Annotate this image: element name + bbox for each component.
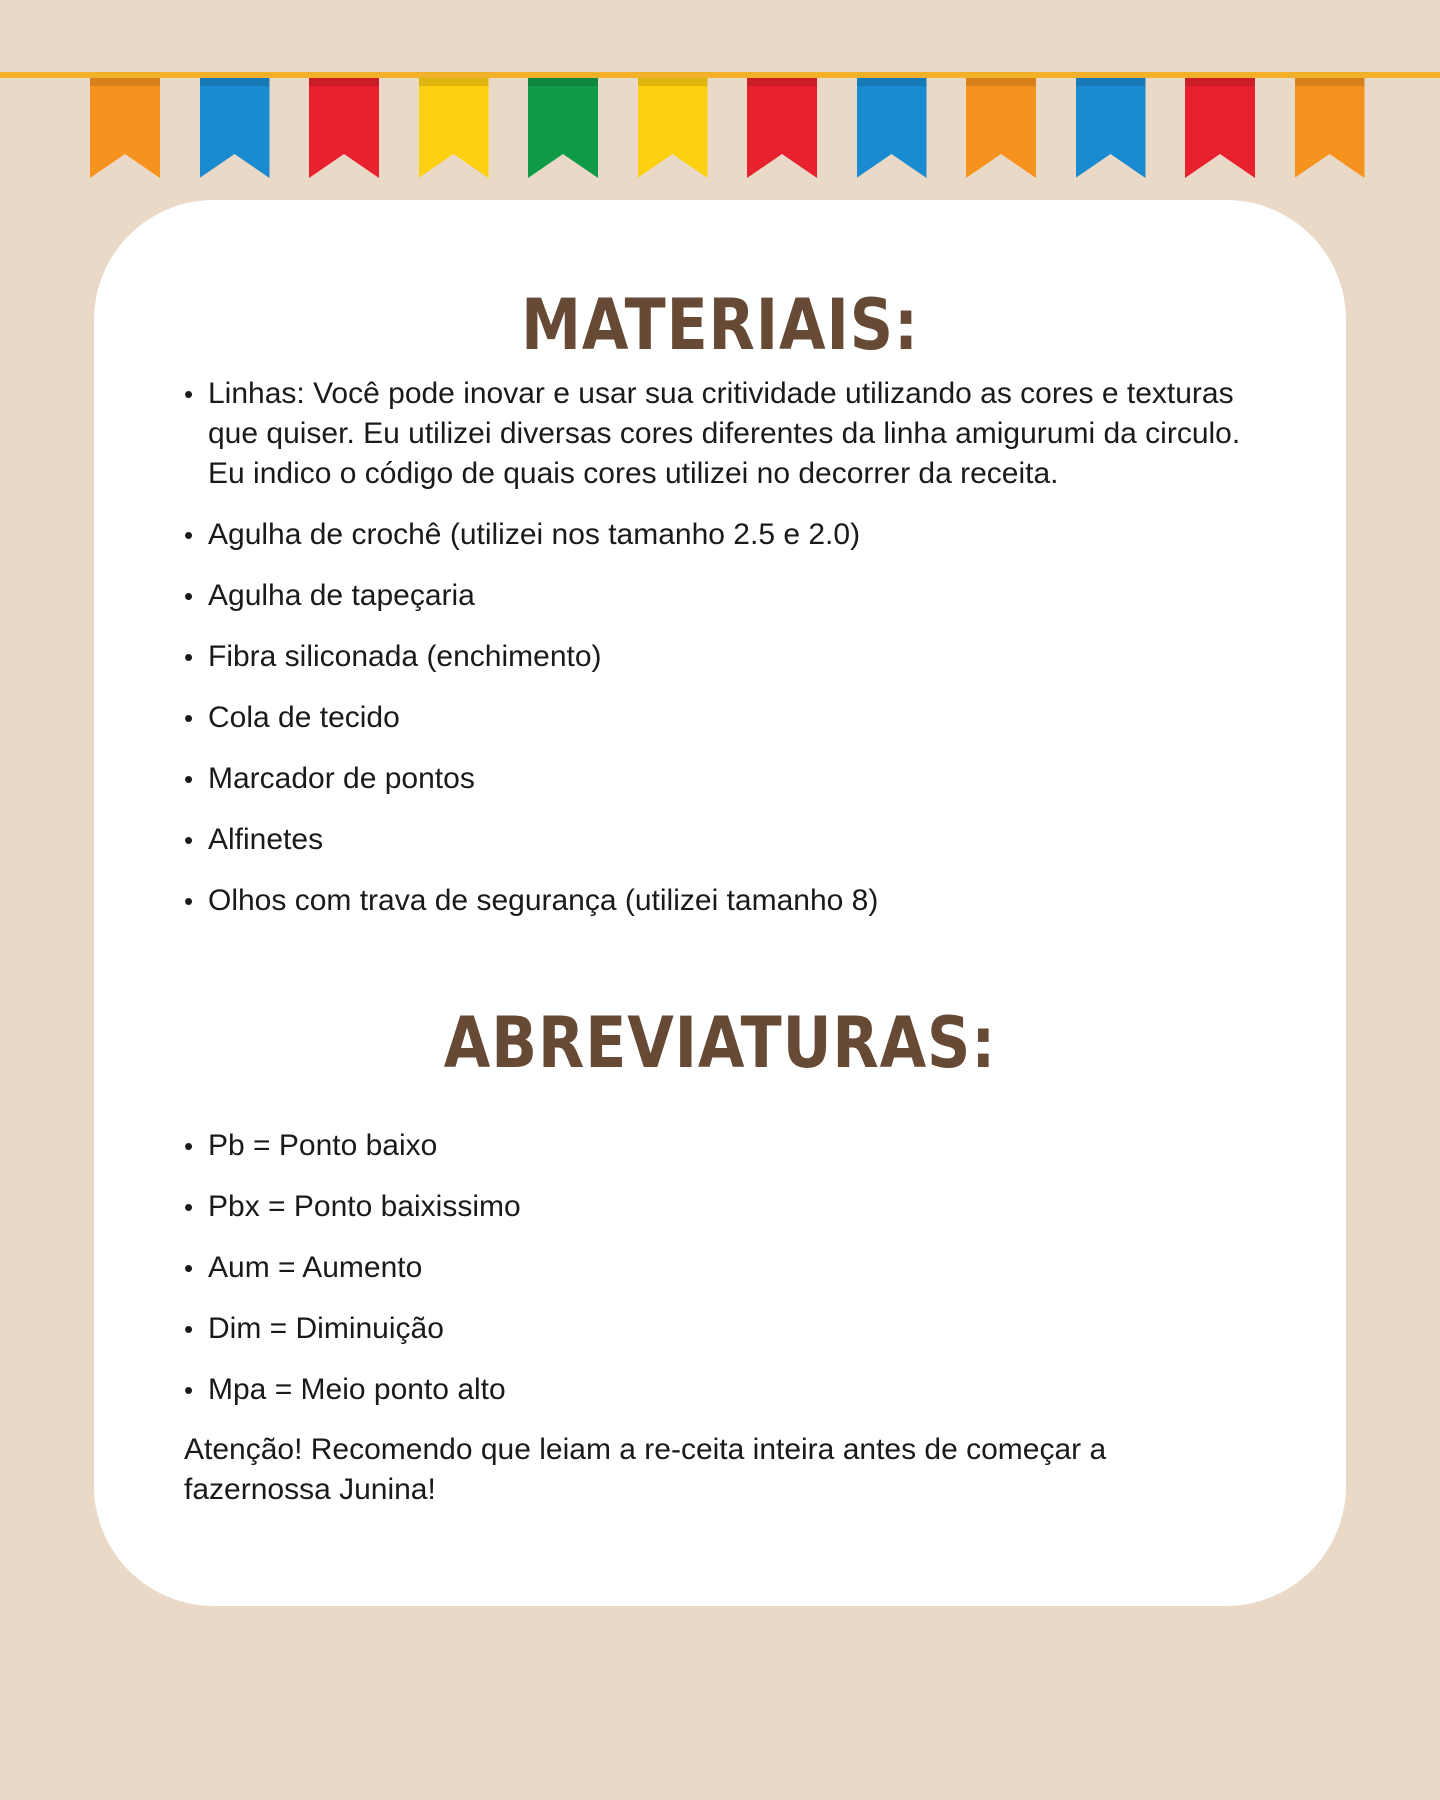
list-item: • Fibra siliconada (enchimento) [184, 637, 1244, 677]
abbreviations-list [184, 1126, 1244, 1431]
list-item: • Olhos com trava de segurança (utilizei tamanho 8) [184, 881, 1244, 921]
bunting-flag [309, 78, 379, 178]
materials-list [184, 374, 1244, 942]
list-item: • Pbx = Ponto baixissimo [184, 1187, 1244, 1227]
bunting-flag [200, 78, 270, 178]
bunting-flag [528, 78, 598, 178]
bunting-flag [747, 78, 817, 178]
attention-note: Atenção! Recomendo que leiam a re-ceita inteira antes de começar a fazernossa Junina! [184, 1433, 1107, 1506]
bunting-string [0, 72, 1440, 78]
list-item: • Cola de tecido [184, 698, 1244, 738]
bunting-flag [1185, 78, 1255, 178]
bunting-flag-top [966, 78, 1036, 86]
list-item: • Agulha de tapeçaria [184, 576, 1244, 616]
bunting-flag-top [528, 78, 598, 86]
list-item: • Linhas: Você pode inovar e usar sua critividade utilizando as cores e texturas que quiser. Eu utilizei diversas cores diferentes da linha amigurumi da circulo. Eu indico o código de quais cores utilizei no decorrer da receita. [184, 374, 1244, 494]
content-card [94, 200, 1346, 1606]
bunting-flag-top [1185, 78, 1255, 86]
list-item: • Agulha de crochê (utilizei nos tamanho 2.5 e 2.0) [184, 515, 1244, 555]
bunting-flag-top [1295, 78, 1365, 86]
bunting-decoration [0, 0, 1440, 190]
bunting-flag [1076, 78, 1146, 178]
bunting-flag [90, 78, 160, 178]
abbreviations-title: ABREVIATURAS: [443, 1002, 997, 1084]
list-item: • Pb = Ponto baixo [184, 1126, 1244, 1166]
bunting-flag [1295, 78, 1365, 178]
bunting-flag-top [309, 78, 379, 86]
bunting-flag-top [857, 78, 927, 86]
bunting-flag [966, 78, 1036, 178]
list-item: • Alfinetes [184, 820, 1244, 860]
materials-title: MATERIAIS: [521, 284, 919, 366]
list-item: • Dim = Diminuição [184, 1309, 1244, 1349]
list-item: • Aum = Aumento [184, 1248, 1244, 1288]
bunting-flag [419, 78, 489, 178]
bunting-flag-top [1076, 78, 1146, 86]
bunting-flag-top [419, 78, 489, 86]
bunting-flag-top [200, 78, 270, 86]
bunting-flag [638, 78, 708, 178]
list-item: • Mpa = Meio ponto alto [184, 1370, 1244, 1410]
bunting-flag-top [90, 78, 160, 86]
bunting-flag-top [747, 78, 817, 86]
bunting-flag [857, 78, 927, 178]
bunting-flag-top [638, 78, 708, 86]
list-item: • Marcador de pontos [184, 759, 1244, 799]
